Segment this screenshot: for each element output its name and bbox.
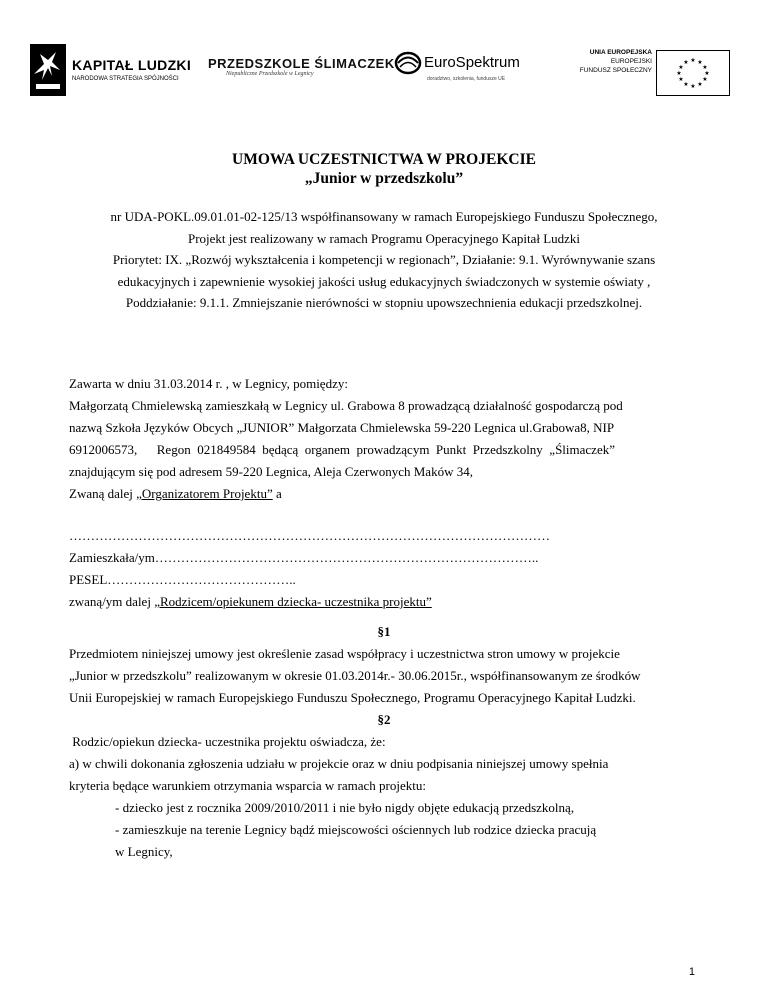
intro-line4: edukacyjnych i zapewnienie wysokiej jakości usług edukacyjnych świadczonych w systemie oświaty , — [117, 273, 651, 289]
svg-text:★: ★ — [683, 81, 689, 88]
eu-flag-icon — [656, 50, 730, 96]
residence-blank: Zamieszkała/ym…………………………………………………………………………….. — [69, 550, 539, 565]
title-line1: UMOWA UCZESTNICTWA W PROJEKCIE — [232, 151, 536, 168]
parent-name-blank: ………………………………………………………………………………………………… — [69, 528, 550, 543]
parent-designation — [69, 591, 699, 613]
przedszkole-subtitle: Niepubliczne Przedszkole w Legnicy — [226, 71, 314, 77]
called2-prefix: zwaną/ym dalej — [69, 594, 155, 609]
eu-line2: EUROPEJSKI — [610, 58, 652, 65]
svg-text:★: ★ — [697, 59, 703, 66]
party1-line3: 6912006573, Regon 021849584 będącą organem prowadzącym Punkt Przedszkolny „Ślimaczek” — [69, 442, 615, 457]
eu-logo — [562, 46, 730, 94]
eurospektrum-logo — [394, 48, 544, 92]
called-suffix: a — [272, 486, 282, 501]
criteria-item2-line1: - zamieszkuje na terenie Legnicy bądź miejscowości ościennych lub rodzice dziecka pracują — [115, 822, 597, 837]
criteria-item1: - dziecko jest z rocznika 2009/2010/2011 i nie było nigdy objęte edukacją przedszkolną, — [115, 800, 575, 815]
parent-role-name: „Rodzicem/opiekunem dziecka- uczestnika projektu” — [154, 594, 432, 609]
eu-line3: FUNDUSZ SPOŁECZNY — [579, 67, 652, 74]
contract-body — [69, 373, 699, 863]
intro-line1: nr UDA-POKL.09.01.01-02-125/13 współfinansowany w ramach Europejskiego Funduszu Społecznego, — [110, 209, 658, 224]
svg-text:★: ★ — [702, 64, 708, 71]
pesel-blank: PESEL…………………………………….. — [69, 572, 296, 587]
project-info — [69, 206, 699, 314]
section2-a-line1: a) w chwili dokonania zgłoszenia udziału w projekcie oraz w dniu podpisania niniejszej umowy spełnia — [69, 756, 609, 771]
intro-line5: Poddziałanie: 9.1.1. Zmniejszanie nierówności w stopniu upowszechnienia edukacji przedszkolnej. — [125, 295, 643, 311]
svg-text:★: ★ — [683, 59, 689, 66]
party1-line1: Małgorzatą Chmielewską zamieszkałą w Legnicy ul. Grabowa 8 prowadzącą działalność gospodarczą pod — [69, 398, 623, 413]
kapital-ludzki-subtitle: NARODOWA STRATEGIA SPÓJNOŚCI — [72, 76, 179, 82]
intro-line2: Projekt jest realizowany w ramach Programu Operacyjnego Kapitał Ludzki — [187, 230, 581, 246]
concluded-line: Zawarta w dniu 31.03.2014 r. , w Legnicy, pomiędzy: — [69, 376, 348, 391]
page-number: 1 — [688, 966, 695, 978]
section1-line3: Unii Europejskiej w ramach Europejskiego Funduszu Społecznego, Programu Operacyjnego Kapitał Ludzki. — [69, 690, 636, 705]
svg-text:★: ★ — [690, 83, 696, 90]
kapital-ludzki-emblem-icon — [30, 44, 66, 96]
criteria-item2-line2: w Legnicy, — [115, 844, 173, 859]
eu-text — [580, 48, 652, 75]
przedszkole-logo — [208, 56, 395, 90]
section2-heading: §2 — [377, 712, 391, 727]
eurospektrum-emblem-icon — [394, 50, 422, 76]
kapital-ludzki-name: KAPITAŁ LUDZKI — [72, 57, 192, 73]
svg-text:★: ★ — [678, 64, 684, 71]
section2-a-line2: kryteria będące warunkiem otrzymania wsparcia w ramach projektu: — [69, 778, 426, 793]
eu-line1: UNIA EUROPEJSKA — [589, 49, 652, 56]
svg-text:★: ★ — [702, 76, 708, 83]
eurospektrum-subtitle: doradztwo, szkolenia, fundusze UE — [427, 76, 506, 82]
title-line2: „Junior w przedszkolu” — [304, 170, 464, 187]
section2-intro: Rodzic/opiekun dziecka- uczestnika projektu oświadcza, że: — [69, 734, 386, 749]
przedszkole-name: PRZEDSZKOLE ŚLIMACZEK — [208, 56, 395, 71]
section1-line2: „Junior w przedszkolu” realizowanym w okresie 01.03.2014r.- 30.06.2015r., współfinansowanym ze środków — [69, 668, 641, 683]
svg-text:★: ★ — [690, 57, 696, 64]
party1-line2: nazwą Szkoła Języków Obcych „JUNIOR” Małgorzata Chmielewska 59-220 Legnica ul.Grabowa8, NIP — [69, 420, 615, 435]
intro-line3: Priorytet: IX. „Rozwój wykształcenia i kompetencji w regionach”, Działanie: 9.1. Wyrównywanie szans — [112, 252, 656, 268]
organizer-name: „Organizatorem Projektu” — [136, 486, 273, 501]
svg-text:★: ★ — [704, 70, 710, 77]
organizer-designation — [69, 483, 699, 505]
svg-text:★: ★ — [676, 70, 682, 77]
document-title — [69, 150, 699, 188]
called-prefix: Zwaną dalej — [69, 486, 137, 501]
header-logos — [30, 38, 720, 102]
svg-text:★: ★ — [678, 76, 684, 83]
section1-line1: Przedmiotem niniejszej umowy jest określenie zasad współpracy i uczestnictwa stron umowy w projekcie — [69, 646, 620, 661]
eurospektrum-name: EuroSpektrum — [424, 54, 520, 71]
svg-text:★: ★ — [697, 81, 703, 88]
party1-line4: znajdującym się pod adresem 59-220 Legnica, Aleja Czerwonych Maków 34, — [69, 464, 473, 479]
kapital-ludzki-logo — [30, 44, 190, 98]
section1-heading: §1 — [377, 624, 391, 639]
